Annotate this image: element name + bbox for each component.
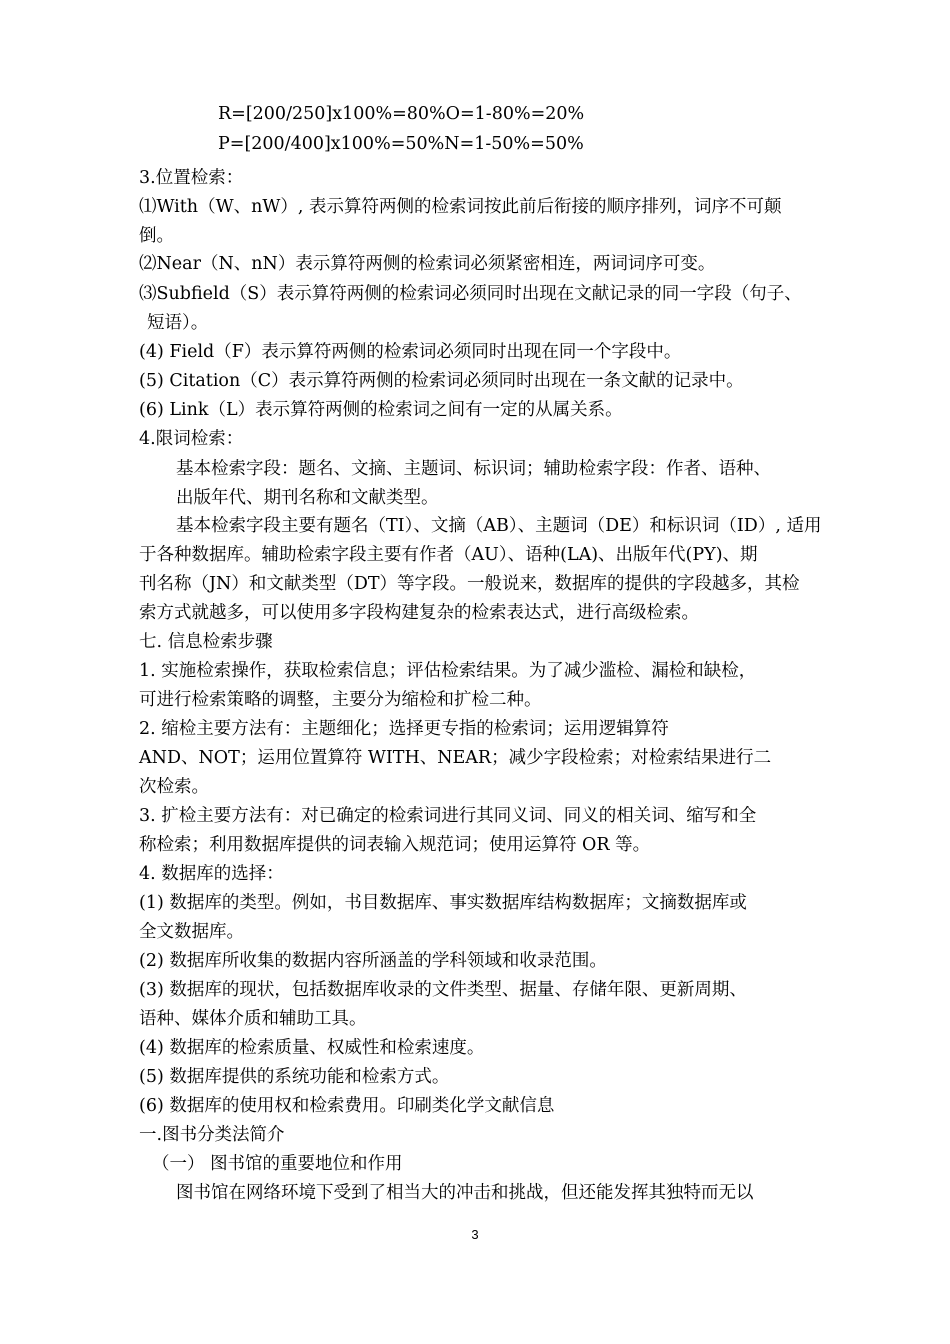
paragraph-line: (5) Citation（C）表示算符两侧的检索词必须同时出现在一条文献的记录中。 bbox=[139, 371, 744, 391]
paragraph-line: (3) 数据库的现状，包括数据库收录的文件类型、据量、存储年限、更新周期、 bbox=[139, 980, 747, 1000]
formula-precision: P=[200/400]x100%=50%N=1-50%=50% bbox=[218, 134, 584, 154]
paragraph-line: 出版年代、期刊名称和文献类型。 bbox=[176, 488, 439, 508]
paragraph-line: 语种、媒体介质和辅助工具。 bbox=[139, 1009, 367, 1029]
paragraph-line: 图书馆在网络环境下受到了相当大的冲击和挑战，但还能发挥其独特而无以 bbox=[176, 1183, 754, 1203]
paragraph-line: 刊名称（JN）和文献类型（DT）等字段。一般说来，数据库的提供的字段越多，其检 bbox=[139, 574, 800, 594]
paragraph-line: (5) 数据库提供的系统功能和检索方式。 bbox=[139, 1067, 450, 1087]
paragraph-line: 3. 扩检主要方法有：对已确定的检索词进行其同义词、同义的相关词、缩写和全 bbox=[139, 806, 757, 826]
paragraph-line: ⑵Near（N、nN）表示算符两侧的检索词必须紧密相连，两词词序可变。 bbox=[139, 254, 716, 274]
paragraph-line: 基本检索字段：题名、文摘、主题词、标识词；辅助检索字段：作者、语种、 bbox=[176, 459, 771, 479]
subsection-heading-library-role: （一） 图书馆的重要地位和作用 bbox=[152, 1154, 403, 1174]
paragraph-line: 1. 实施检索操作，获取检索信息；评估检索结果。为了减少滥检、漏检和缺检， bbox=[139, 661, 757, 681]
paragraph-line: ⑶Subfield（S）表示算符两侧的检索词必须同时出现在文献记录的同一字段（句子、 bbox=[139, 284, 802, 304]
paragraph-line: AND、NOT；运用位置算符 WITH、NEAR；减少字段检索；对检索结果进行二 bbox=[139, 748, 772, 768]
paragraph-line: 全文数据库。 bbox=[139, 922, 244, 942]
paragraph-line: 4. 数据库的选择： bbox=[139, 864, 284, 884]
paragraph-line: (4) Field（F）表示算符两侧的检索词必须同时出现在同一个字段中。 bbox=[139, 342, 682, 362]
paragraph-line: 2. 缩检主要方法有：主题细化；选择更专指的检索词；运用逻辑算符 bbox=[139, 719, 669, 739]
section-heading-search-steps: 七. 信息检索步骤 bbox=[139, 632, 273, 652]
paragraph-line: 于各种数据库。辅助检索字段主要有作者（AU）、语种(LA)、出版年代(PY)、期 bbox=[139, 545, 758, 565]
paragraph-line: (2) 数据库所收集的数据内容所涵盖的学科领域和收录范围。 bbox=[139, 951, 607, 971]
paragraph-line: 基本检索字段主要有题名（TI）、文摘（AB）、主题词（DE）和标识词（ID）, 适用 bbox=[176, 516, 822, 536]
paragraph-line: 可进行检索策略的调整，主要分为缩检和扩检二种。 bbox=[139, 690, 542, 710]
formula-recall: R=[200/250]x100%=80%O=1-80%=20% bbox=[218, 104, 585, 124]
paragraph-line: 次检索。 bbox=[139, 777, 209, 797]
paragraph-line: 称检索；利用数据库提供的词表输入规范词；使用运算符 OR 等。 bbox=[139, 835, 651, 855]
section-heading-position-search: 3.位置检索： bbox=[139, 168, 244, 188]
paragraph-line: 倒。 bbox=[139, 226, 174, 246]
paragraph-line: 短语）。 bbox=[147, 313, 209, 333]
paragraph-line: (4) 数据库的检索质量、权威性和检索速度。 bbox=[139, 1038, 485, 1058]
paragraph-line: (6) 数据库的使用权和检索费用。印刷类化学文献信息 bbox=[139, 1096, 555, 1116]
paragraph-line: (6) Link（L）表示算符两侧的检索词之间有一定的从属关系。 bbox=[139, 400, 623, 420]
paragraph-line: ⑴With（W、nW）, 表示算符两侧的检索词按此前后衔接的顺序排列，词序不可颠 bbox=[139, 197, 782, 217]
section-heading-book-classification: 一.图书分类法简介 bbox=[139, 1125, 285, 1145]
page-number: 3 bbox=[471, 1227, 479, 1242]
paragraph-line: (1) 数据库的类型。例如，书目数据库、事实数据库结构数据库；文摘数据库或 bbox=[139, 893, 747, 913]
section-heading-field-search: 4.限词检索： bbox=[139, 429, 244, 449]
paragraph-line: 索方式就越多，可以使用多字段构建复杂的检索表达式，进行高级检索。 bbox=[139, 603, 699, 623]
